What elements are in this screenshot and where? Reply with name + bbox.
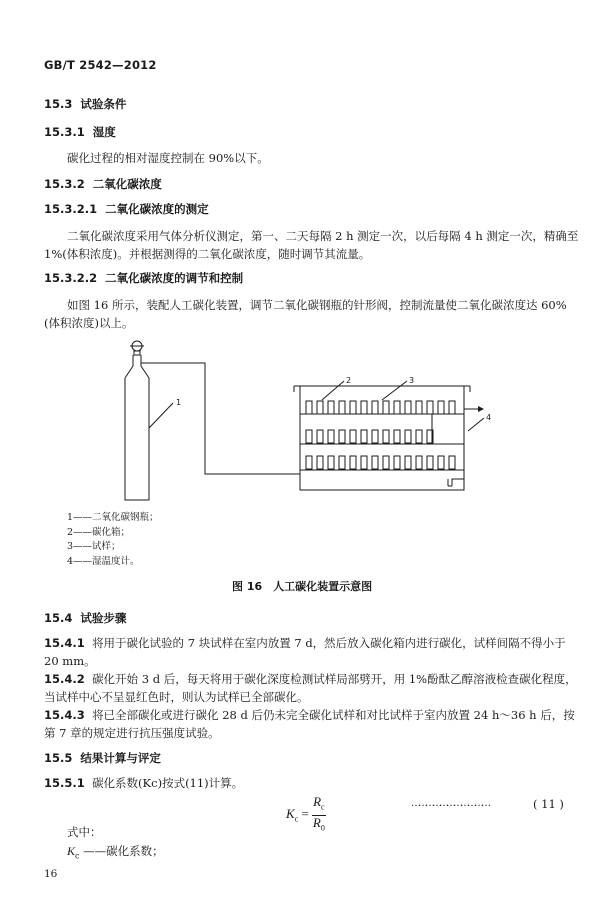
paragraph-line: 碳化系数(Kc)按式(11)计算。 — [92, 776, 244, 790]
section-title: 试验条件 — [80, 97, 127, 111]
section-number: 15.5 — [44, 751, 73, 765]
paragraph-line: 碳化开始 3 d 后，每天将用于碳化深度检测试样局部劈开，用 1%酚酞乙醇溶液检查碳化程度， — [92, 672, 577, 686]
section-number: 15.3.2.1 — [44, 202, 98, 216]
where-label: 式中： — [67, 825, 102, 839]
where-variable-sub: c — [75, 851, 80, 861]
leader-line-2 — [322, 381, 344, 400]
specimen-block — [328, 430, 334, 443]
specimen-block — [383, 401, 389, 414]
specimen-block — [306, 430, 312, 443]
where-definition — [67, 843, 164, 860]
formula-denominator-sub: 0 — [320, 823, 325, 833]
standard-number: GB/T 2542—2012 — [44, 58, 157, 72]
paragraph-line: 20 mm。 — [44, 654, 96, 668]
specimen-block — [383, 430, 389, 443]
specimen-block — [361, 401, 367, 414]
co2-cylinder — [125, 341, 149, 500]
clause-number: 15.4.2 — [44, 672, 85, 686]
section-title: 结果计算与评定 — [80, 751, 161, 765]
specimen-block — [350, 401, 356, 414]
specimen-block — [350, 456, 356, 469]
formula-lhs-sub: c — [294, 814, 299, 824]
heading-15-3-1 — [44, 124, 116, 140]
figure-caption: 图 16 人工碳化装置示意图 — [232, 580, 373, 593]
callout-4: 4 — [486, 413, 492, 422]
paragraph-line: 1%(体积浓度)。并根据测得的二氧化碳浓度，随时调节其流量。 — [44, 247, 371, 261]
specimen-rows — [306, 401, 455, 469]
paragraph-line: (体积浓度)以上。 — [44, 316, 134, 330]
callout-3: 3 — [409, 376, 415, 385]
specimen-block — [339, 456, 345, 469]
paragraph-15-4-1 — [44, 635, 566, 651]
section-title: 二氧化碳浓度 — [92, 177, 162, 191]
paragraph-line: 将用于碳化试验的 7 块试样在室内放置 7 d，然后放入碳化箱内进行碳化，试样间隔不得小于 — [92, 636, 566, 650]
formula-numerator: R — [313, 794, 322, 809]
specimen-block — [339, 430, 345, 443]
paragraph-15-5-1 — [44, 775, 243, 791]
legend-item: 3——试样； — [67, 541, 121, 552]
specimen-block — [383, 456, 389, 469]
formula-numerator-sub: c — [321, 802, 325, 812]
leader-line-1 — [149, 403, 173, 428]
specimen-block — [328, 401, 334, 414]
specimen-block — [306, 456, 312, 469]
specimen-block — [416, 401, 422, 414]
section-title: 湿度 — [92, 125, 116, 139]
leader-line-4 — [468, 418, 484, 431]
specimen-block — [449, 456, 455, 469]
legend-item: 2——碳化箱； — [67, 527, 131, 538]
leader-line-3 — [382, 381, 407, 400]
section-number: 15.3.1 — [44, 125, 85, 139]
specimen-block — [394, 456, 400, 469]
specimen-block — [317, 456, 323, 469]
callout-2: 2 — [346, 376, 352, 385]
drain-valve — [448, 479, 464, 486]
legend-item: 4——湿温度计。 — [67, 556, 140, 567]
heading-15-3-2 — [44, 176, 162, 192]
formula-label: ( 11 ) — [533, 797, 564, 811]
specimen-block — [361, 430, 367, 443]
paragraph-humidity: 碳化过程的相对湿度控制在 90%以下。 — [67, 151, 269, 165]
section-number: 15.3.2.2 — [44, 271, 98, 285]
specimen-block — [372, 456, 378, 469]
heading-15-4 — [44, 610, 126, 626]
paragraph-line: 第 7 章的规定进行抗压强度试验。 — [44, 726, 220, 740]
specimen-block — [372, 430, 378, 443]
section-title: 试验步骤 — [80, 611, 127, 625]
arrow-head — [478, 406, 484, 412]
specimen-block — [405, 430, 411, 443]
specimen-block — [339, 401, 345, 414]
specimen-block — [350, 430, 356, 443]
gas-pipe — [141, 361, 300, 474]
section-number: 15.3 — [44, 97, 73, 111]
paragraph-line: 将已全部碳化或进行碳化 28 d 后仍未完全碳化试样和对比试样于室内放置 24 h～36 h 后，按 — [92, 708, 575, 722]
formula-fraction — [312, 795, 326, 835]
legend-item: 1——二氧化碳钢瓶； — [67, 512, 159, 523]
specimen-block — [427, 456, 433, 469]
page-number: 16 — [44, 868, 58, 880]
hygrothermometer — [432, 414, 456, 444]
clause-number: 15.5.1 — [44, 776, 85, 790]
section-number: 15.4 — [44, 611, 73, 625]
where-variable: K — [67, 844, 76, 858]
heading-15-3-2-1 — [44, 201, 209, 217]
formula-denominator: R — [312, 814, 321, 830]
carbonation-apparatus-diagram — [100, 330, 520, 510]
where-description: ——碳化系数； — [83, 844, 164, 858]
formula-11 — [286, 795, 326, 835]
paragraph-line: 当试样中心不呈显红色时，则认为试样已全部碳化。 — [44, 690, 309, 704]
paragraph-15-4-3 — [44, 707, 575, 723]
specimen-block — [317, 401, 323, 414]
specimen-block — [394, 401, 400, 414]
heading-15-5 — [44, 750, 161, 766]
heading-15-3-2-2 — [44, 270, 243, 286]
formula-equals: = — [301, 806, 309, 822]
clause-number: 15.4.3 — [44, 708, 85, 722]
specimen-block — [427, 401, 433, 414]
section-title: 二氧化碳浓度的测定 — [105, 202, 209, 216]
specimen-block — [416, 430, 422, 443]
specimen-block — [328, 456, 334, 469]
callout-1: 1 — [176, 398, 182, 407]
section-number: 15.3.2 — [44, 177, 85, 191]
specimen-block — [372, 401, 378, 414]
paragraph-line: 如图 16 所示，装配人工碳化装置，调节二氧化碳钢瓶的针形阀，控制流量使二氧化碳浓度达 60% — [67, 298, 567, 312]
specimen-block — [306, 401, 312, 414]
formula-leader-dots: …………………………… — [411, 798, 488, 809]
paragraph-line: 二氧化碳浓度采用气体分析仪测定，第一、二天每隔 2 h 测定一次，以后每隔 4 h 测定一次，精确至 — [67, 229, 579, 243]
specimen-block — [416, 456, 422, 469]
specimen-block — [449, 401, 455, 414]
specimen-block — [317, 430, 323, 443]
specimen-block — [405, 401, 411, 414]
specimen-block — [405, 456, 411, 469]
formula-lhs: K — [286, 806, 295, 822]
specimen-block — [438, 401, 444, 414]
specimen-block — [438, 456, 444, 469]
paragraph-15-4-2 — [44, 671, 577, 687]
clause-number: 15.4.1 — [44, 636, 85, 650]
specimen-block — [361, 456, 367, 469]
heading-15-3 — [44, 96, 126, 112]
section-title: 二氧化碳浓度的调节和控制 — [105, 271, 244, 285]
specimen-block — [394, 430, 400, 443]
